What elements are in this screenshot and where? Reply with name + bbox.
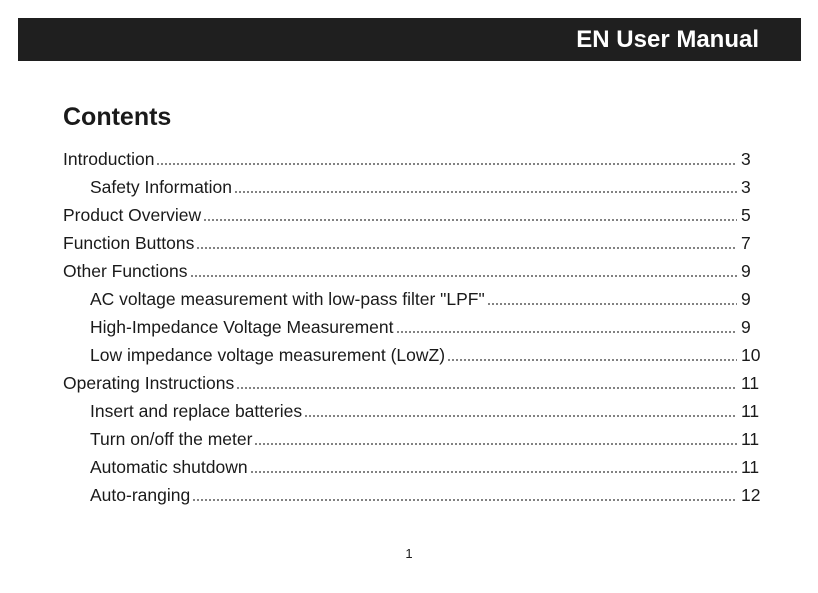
toc-entry-title: Low impedance voltage measurement (LowZ) xyxy=(90,345,446,365)
toc-entry-title: Other Functions xyxy=(63,261,188,281)
toc-entry-other-functions[interactable] xyxy=(63,257,763,285)
toc-entry-page: 9 xyxy=(741,261,751,281)
toc-leader-dots xyxy=(254,443,737,445)
toc-leader-dots xyxy=(192,499,737,501)
toc-entry-turn-on-off[interactable] xyxy=(63,425,763,453)
toc-entry-title: Operating Instructions xyxy=(63,373,235,393)
toc-entry-page: 11 xyxy=(741,429,760,449)
toc-entry-function-buttons[interactable] xyxy=(63,229,763,257)
toc-entry-page: 10 xyxy=(741,345,761,365)
toc-entry-page: 3 xyxy=(741,177,751,197)
toc-leader-dots xyxy=(190,275,738,277)
header-bar xyxy=(18,18,801,61)
toc-entry-batteries[interactable] xyxy=(63,397,763,425)
toc-entry-page: 3 xyxy=(741,149,751,169)
toc-entry-ac-voltage-lpf[interactable] xyxy=(63,285,763,313)
toc-entry-page: 9 xyxy=(741,289,751,309)
toc-leader-dots xyxy=(304,415,737,417)
toc-leader-dots xyxy=(396,331,737,333)
toc-entry-title: Product Overview xyxy=(63,205,202,225)
toc-entry-title: Safety Information xyxy=(90,177,233,197)
toc-leader-dots xyxy=(487,303,737,305)
toc-entry-page: 12 xyxy=(741,485,761,505)
toc-entry-page: 9 xyxy=(741,317,751,337)
toc-leader-dots xyxy=(250,471,737,473)
manual-title: EN User Manual xyxy=(576,26,759,53)
toc-leader-dots xyxy=(447,359,737,361)
toc-entry-page: 11 xyxy=(741,373,760,393)
toc-entry-page: 11 xyxy=(741,457,760,477)
toc-entry-title: Auto-ranging xyxy=(90,485,191,505)
toc-leader-dots xyxy=(196,247,737,249)
toc-entry-high-impedance[interactable] xyxy=(63,313,763,341)
toc-entry-introduction[interactable] xyxy=(63,145,763,173)
toc-entry-operating-instructions[interactable] xyxy=(63,369,763,397)
toc-leader-dots xyxy=(236,387,737,389)
toc-entry-title: AC voltage measurement with low-pass filter "LPF" xyxy=(90,289,485,309)
toc-entry-page: 7 xyxy=(741,233,751,253)
contents-heading: Contents xyxy=(63,103,172,131)
toc-entry-auto-ranging[interactable] xyxy=(63,481,763,509)
toc-entry-safety-information[interactable] xyxy=(63,173,763,201)
table-of-contents xyxy=(63,145,763,509)
toc-leader-dots xyxy=(156,163,737,165)
toc-leader-dots xyxy=(203,219,737,221)
toc-entry-title: Automatic shutdown xyxy=(90,457,248,477)
page-number: 1 xyxy=(405,546,413,561)
toc-entry-title: Function Buttons xyxy=(63,233,195,253)
toc-leader-dots xyxy=(234,191,737,193)
toc-entry-automatic-shutdown[interactable] xyxy=(63,453,763,481)
toc-entry-title: High-Impedance Voltage Measurement xyxy=(90,317,394,337)
toc-entry-title: Introduction xyxy=(63,149,155,169)
toc-entry-title: Turn on/off the meter xyxy=(90,429,253,449)
toc-entry-page: 5 xyxy=(741,205,751,225)
toc-entry-product-overview[interactable] xyxy=(63,201,763,229)
toc-entry-low-impedance[interactable] xyxy=(63,341,763,369)
toc-entry-page: 11 xyxy=(741,401,760,421)
toc-entry-title: Insert and replace batteries xyxy=(90,401,303,421)
